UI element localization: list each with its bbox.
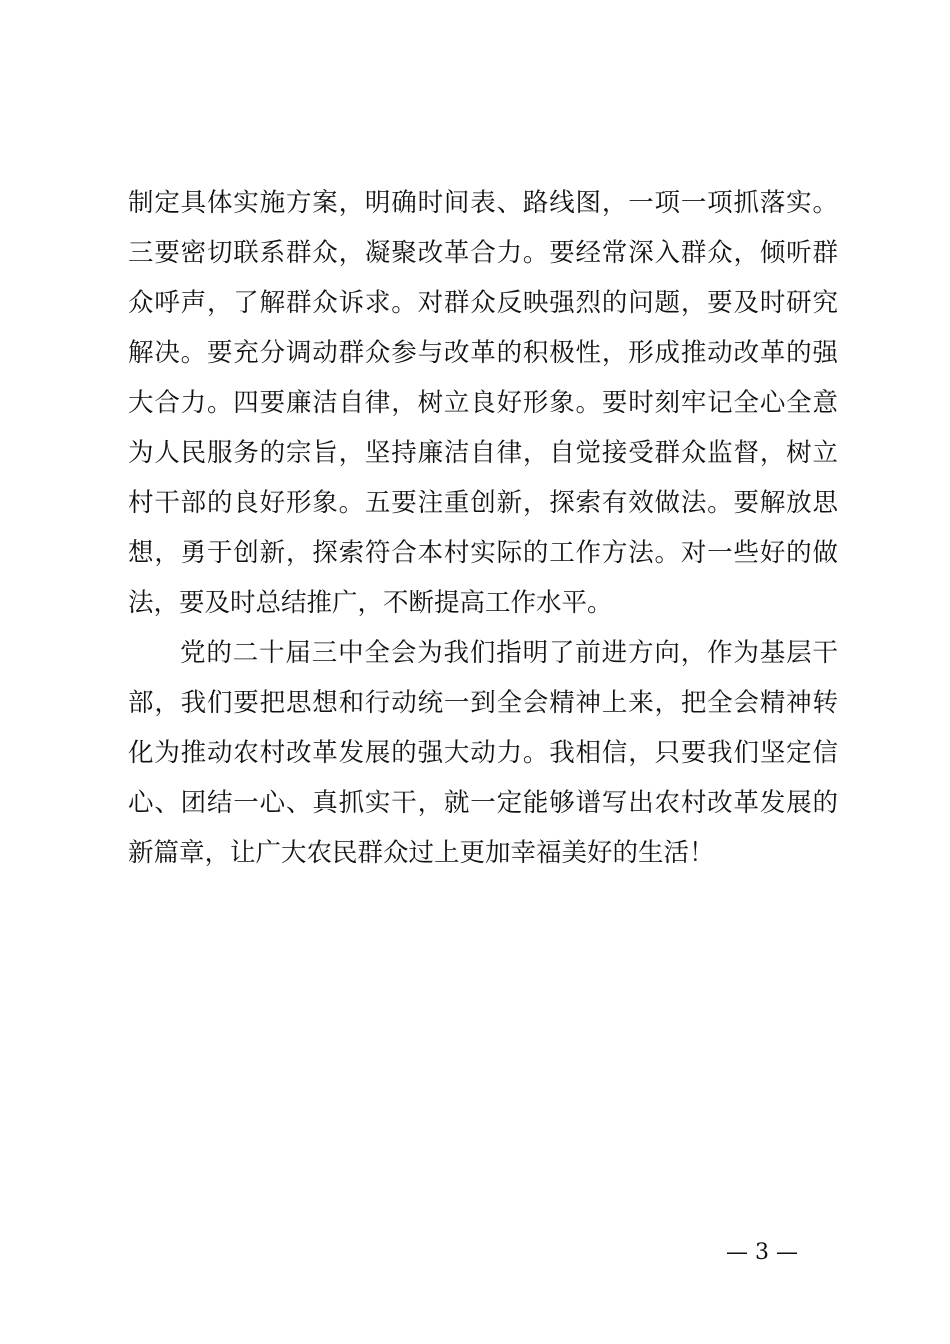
text-line: 新篇章，让广大农民群众过上更加幸福美好的生活！ (128, 838, 715, 868)
text-line: 党的二十届三中全会为我们指明了前进方向，作为基层干 (180, 638, 838, 668)
text-line: 大合力。四要廉洁自律，树立良好形象。要时刻牢记全心全意 (128, 388, 838, 418)
text-line: 众呼声，了解群众诉求。对群众反映强烈的问题，要及时研究 (128, 288, 838, 318)
body-text (128, 178, 838, 878)
text-line: 为人民服务的宗旨，坚持廉洁自律，自觉接受群众监督，树立 (128, 438, 838, 468)
text-line: 解决。要充分调动群众参与改革的积极性，形成推动改革的强 (128, 338, 838, 368)
page-number: — 3 — (726, 1240, 798, 1265)
paragraph (128, 628, 838, 878)
text-line: 心、团结一心、真抓实干，就一定能够谱写出农村改革发展的 (128, 788, 838, 818)
text-line: 制定具体实施方案，明确时间表、路线图，一项一项抓落实。 (128, 188, 838, 218)
text-line: 想，勇于创新，探索符合本村实际的工作方法。对一些好的做 (128, 538, 838, 568)
text-line: 村干部的良好形象。五要注重创新，探索有效做法。要解放思 (128, 488, 838, 518)
text-line: 法，要及时总结推广，不断提高工作水平。 (128, 588, 613, 618)
text-line: 化为推动农村改革发展的强大动力。我相信，只要我们坚定信 (128, 738, 838, 768)
text-line: 三要密切联系群众，凝聚改革合力。要经常深入群众，倾听群 (128, 238, 838, 268)
paragraph (128, 178, 838, 628)
text-line: 部，我们要把思想和行动统一到全会精神上来，把全会精神转 (128, 688, 838, 718)
